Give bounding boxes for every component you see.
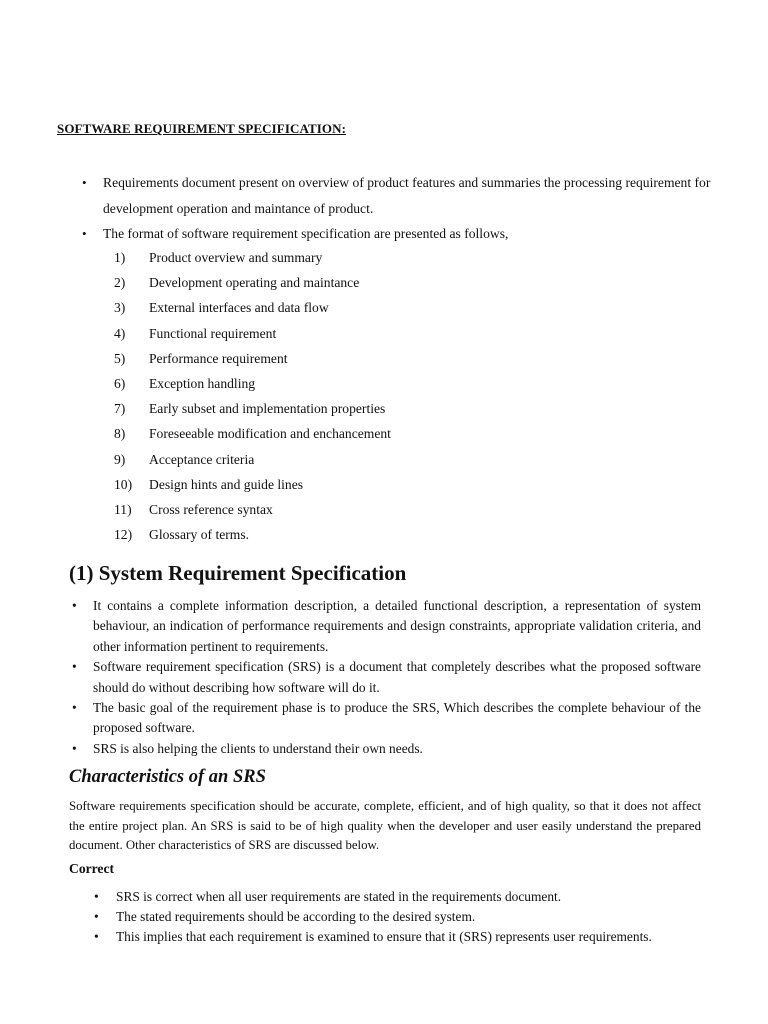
bullet-item: • It contains a complete information description, a detailed functional description, a representation of system behaviour, an indication of performance requirements and design constraints, appropriate validation criteria, and other information pertinent to requirements.: [72, 596, 701, 657]
item-number: 9): [114, 451, 126, 467]
numbered-item: [114, 346, 391, 371]
item-number: 8): [114, 426, 126, 442]
item-number: 5): [114, 350, 126, 366]
section-title-characteristics: Characteristics of an SRS: [69, 767, 266, 787]
section-title-system-requirement: (1) System Requirement Specification: [69, 561, 407, 585]
correct-bullet-list: [94, 887, 754, 947]
item-number: 3): [114, 300, 126, 316]
numbered-item: [114, 371, 391, 396]
item-text: Development operating and maintance: [149, 275, 360, 291]
numbered-item: [114, 321, 391, 346]
item-number: 6): [114, 376, 126, 392]
item-text: External interfaces and data flow: [149, 300, 329, 316]
subheading-correct: Correct: [69, 861, 115, 876]
bullet-item: • The basic goal of the requirement phase is to produce the SRS, Which describes the complete behaviour of the proposed software.: [72, 698, 701, 739]
bullet-item: • The stated requirements should be according to the desired system.: [94, 907, 754, 927]
section-title-srs: SOFTWARE REQUIREMENT SPECIFICATION:: [57, 121, 347, 136]
item-text: Exception handling: [149, 376, 256, 392]
item-text: Design hints and guide lines: [149, 476, 304, 492]
item-text: Product overview and summary: [149, 250, 323, 265]
item-number: 4): [114, 325, 126, 341]
item-number: 11): [114, 502, 132, 518]
item-text: Glossary of terms.: [149, 527, 250, 543]
bullet-item: • SRS is also helping the clients to understand their own needs.: [72, 739, 701, 759]
numbered-item: [114, 447, 391, 472]
numbered-item: [114, 245, 391, 270]
characteristics-paragraph: Software requirements specification should be accurate, complete, efficient, and of high quality, so that it does not affect the entire project plan. An SRS is said to be of high quality when the developer and user easily understand the prepared document. Other characteristics of SRS are discussed below.: [69, 799, 701, 852]
item-text: Early subset and implementation properties: [149, 401, 386, 417]
item-number: 10): [114, 476, 133, 492]
item-text: Cross reference syntax: [149, 502, 273, 518]
bullet-item: • Software requirement specification (SRS) is a document that completely describes what the proposed software should do without describing how software will do it.: [72, 657, 701, 698]
item-text: Performance requirement: [149, 350, 288, 366]
system-requirement-bullet-list: [72, 596, 701, 759]
item-number: 1): [114, 250, 126, 265]
numbered-item: [114, 295, 391, 320]
numbered-item: [114, 472, 391, 497]
numbered-item: [114, 522, 391, 547]
numbered-item: [114, 421, 391, 446]
numbered-item: [114, 396, 391, 421]
item-text: Acceptance criteria: [149, 451, 255, 467]
intro-bullet-list: [82, 170, 722, 247]
bullet-item: • Requirements document present on overview of product features and summaries the processing requirement for development operation and maintance of product.: [82, 170, 722, 221]
numbered-item: [114, 497, 391, 522]
item-text: Foreseeable modification and enchancement: [149, 426, 391, 442]
item-number: 12): [114, 527, 133, 543]
item-number: 2): [114, 275, 126, 291]
item-number: 7): [114, 401, 126, 417]
numbered-item: [114, 270, 391, 295]
bullet-item: • The format of software requirement specification are presented as follows,: [82, 221, 722, 247]
item-text: Functional requirement: [149, 325, 277, 341]
format-numbered-list: [114, 245, 391, 547]
bullet-item: • SRS is correct when all user requirements are stated in the requirements document.: [94, 887, 754, 907]
bullet-item: • This implies that each requirement is examined to ensure that it (SRS) represents user requirements.: [94, 927, 754, 947]
